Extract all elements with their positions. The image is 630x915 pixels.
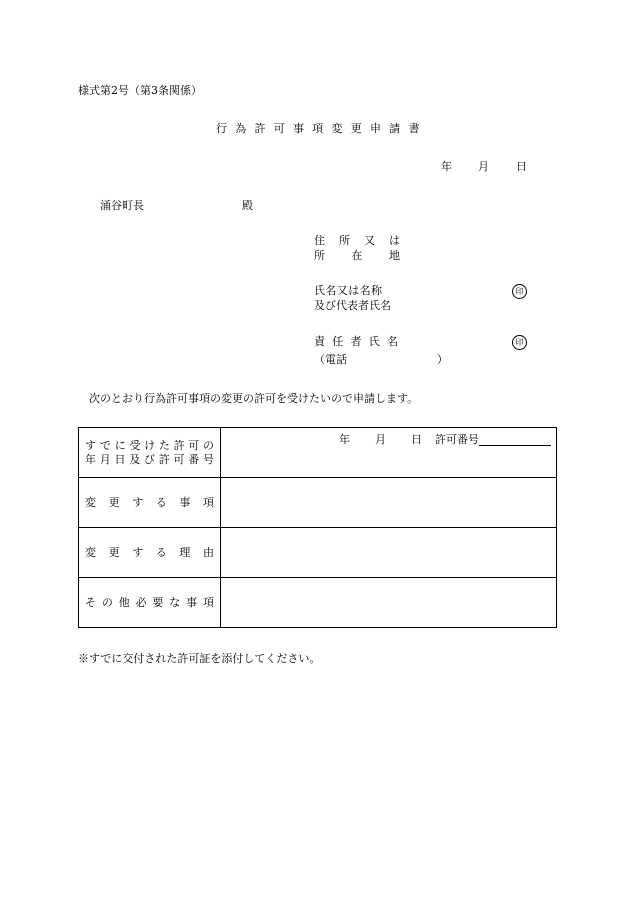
name-label-line2: 及び代表者氏名	[314, 299, 391, 312]
attachment-note: ※すでに交付された許可証を添付してください。	[78, 652, 321, 665]
permit-number-underline	[479, 434, 551, 446]
date-year: 年	[441, 160, 452, 173]
prior-permit-label-line2: 年月日及び許可番号	[85, 452, 214, 466]
prior-permit-label-line1: すでに受けた許可の	[85, 439, 214, 453]
application-statement: 次のとおり行為許可事項の変更の許可を受けたいので申請します。	[89, 392, 419, 405]
application-table	[78, 427, 557, 628]
date-line	[441, 160, 527, 173]
permit-number-label: 許可番号	[435, 433, 479, 446]
phone-label: （電話	[314, 353, 347, 366]
seal-mark: 印	[512, 335, 527, 350]
permit-month: 月	[375, 433, 386, 446]
table-row	[79, 578, 557, 628]
addressee-suffix: 殿	[242, 199, 253, 212]
change-items-field[interactable]	[221, 478, 557, 528]
permit-day: 日	[411, 433, 422, 446]
change-items-label	[79, 478, 221, 528]
responsible-person-label: 責任者氏名	[314, 335, 398, 348]
prior-permit-field[interactable]	[221, 428, 557, 478]
other-items-label-text: その他必要な事項	[85, 595, 214, 609]
addressee-name: 涌谷町長	[100, 199, 144, 212]
change-reason-field[interactable]	[221, 528, 557, 578]
change-items-label-text: 変更する事項	[85, 495, 214, 509]
address-label-line2: 所在地	[314, 249, 400, 262]
prior-permit-label	[79, 428, 221, 478]
form-title: 行為許可事項変更申請書	[216, 122, 428, 135]
seal-mark: 印	[512, 284, 527, 299]
other-items-field[interactable]	[221, 578, 557, 628]
other-items-label	[79, 578, 221, 628]
change-reason-label-text: 変更する理由	[85, 545, 214, 559]
table-row	[79, 478, 557, 528]
form-number: 様式第2号（第3条関係）	[78, 84, 202, 97]
table-row	[79, 528, 557, 578]
change-reason-label	[79, 528, 221, 578]
permit-year: 年	[339, 433, 350, 446]
date-month: 月	[478, 160, 489, 173]
address-label-line1: 住所又は	[314, 234, 400, 247]
name-label-line1: 氏名又は名称	[314, 284, 382, 297]
phone-close-paren: ）	[437, 353, 448, 366]
prior-permit-date-line	[339, 433, 551, 446]
date-day: 日	[516, 160, 527, 173]
table-row	[79, 428, 557, 478]
